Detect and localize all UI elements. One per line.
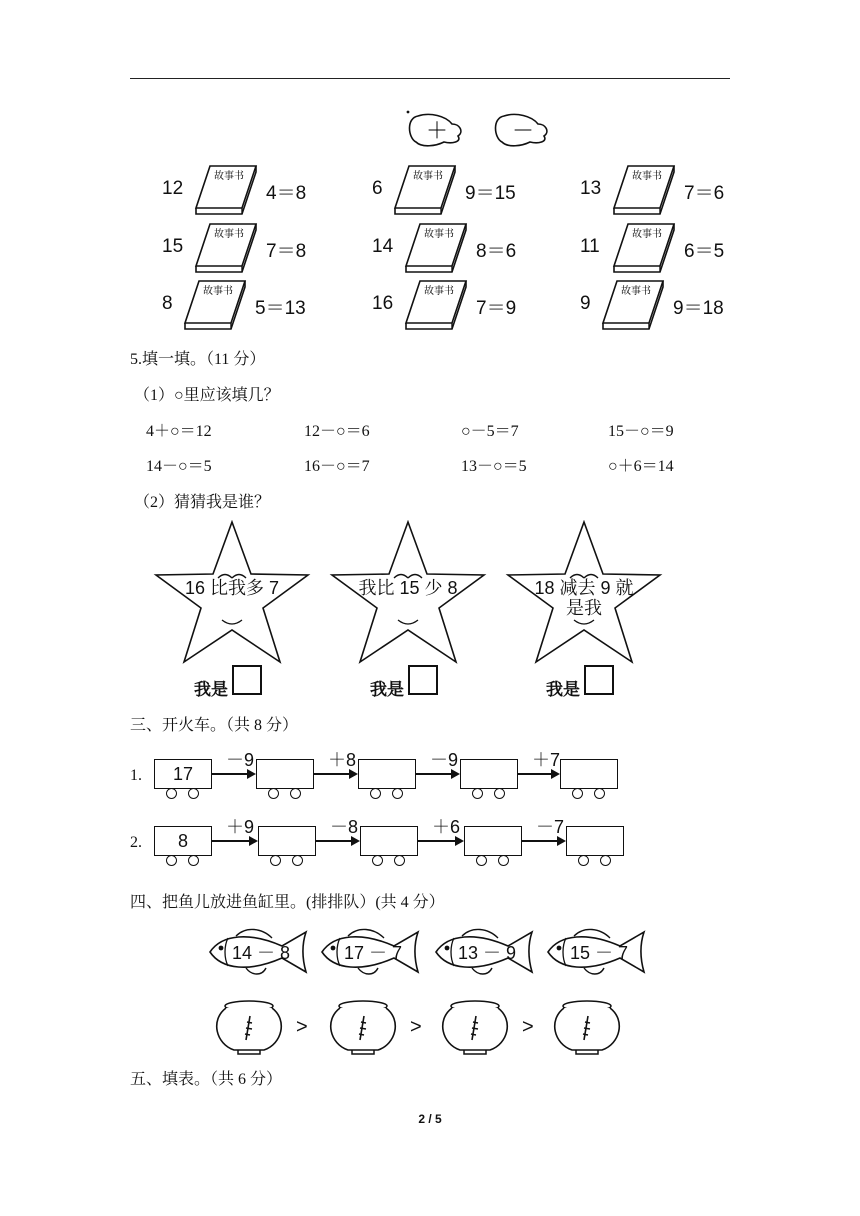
q5-sub1: （1）○里应该填几？ [134, 387, 280, 404]
train-wheel [270, 855, 281, 866]
storybook-label: 故事书 [214, 171, 244, 182]
circle-equation: 13－○＝5 [461, 458, 527, 475]
storybook-icon [400, 277, 472, 331]
book-equation [372, 220, 562, 274]
circle-equation: 15－○＝9 [608, 423, 674, 440]
fish-expression: 13 － 9 [458, 943, 517, 963]
book-equation-left: 15 [162, 236, 184, 257]
storybook-icon [190, 220, 262, 274]
train-car-blank[interactable] [566, 826, 624, 856]
train-wheel [476, 855, 487, 866]
storybook-label: 故事书 [424, 229, 454, 240]
train-car-blank[interactable] [360, 826, 418, 856]
plus-sign: ＋ [426, 118, 449, 143]
book-equation-right: 9＝18 [673, 298, 724, 319]
train-wheel [268, 788, 279, 799]
answer-label: 我是 [194, 680, 228, 699]
book-equation [162, 220, 352, 274]
storybook-label: 故事书 [214, 229, 244, 240]
circle-equation: 12－○＝6 [304, 423, 370, 440]
answer-box[interactable] [232, 665, 262, 695]
book-equation [580, 277, 770, 331]
book-equation-left: 13 [580, 178, 602, 199]
storybook-icon [400, 220, 472, 274]
train-arrow [316, 840, 352, 842]
book-equation-right: 8＝6 [476, 241, 517, 262]
minus-sign: － [512, 118, 535, 143]
train-car-blank[interactable] [460, 759, 518, 789]
greater-than-sign: > [410, 1016, 422, 1038]
book-equation [580, 220, 770, 274]
operator-clouds [400, 108, 570, 152]
train-wheel [392, 788, 403, 799]
storybook-label: 故事书 [632, 229, 662, 240]
storybook-label: 故事书 [621, 286, 651, 297]
answer-box[interactable] [408, 665, 438, 695]
train-operation: ＋9 [226, 817, 255, 837]
storybook-label: 故事书 [413, 171, 443, 182]
circle-equation: 16－○＝7 [304, 458, 370, 475]
star-clue-line1: 我比 15 少 8 [358, 578, 458, 598]
train-car-blank[interactable] [258, 826, 316, 856]
fish-expression: 17 － 7 [344, 943, 403, 963]
storybook-icon [190, 162, 262, 216]
q5-title: 5.填一填。（11 分） [130, 351, 266, 368]
train-wheel [594, 788, 605, 799]
book-equation-right: 7＝9 [476, 298, 517, 319]
storybook-label: 故事书 [632, 171, 662, 182]
train-number: 2. [130, 834, 142, 851]
fish-expression: 14 － 8 [232, 943, 291, 963]
train-number: 1. [130, 767, 142, 784]
fishbowl-icon[interactable] [214, 998, 284, 1056]
train-wheel [498, 855, 509, 866]
train-arrow [212, 840, 250, 842]
storybook-icon [597, 277, 669, 331]
book-equation-right: 4＝8 [266, 183, 307, 204]
book-equation-left: 14 [372, 236, 394, 257]
header-rule [130, 78, 730, 79]
train-operation: ＋7 [532, 750, 561, 770]
fishbowl-icon[interactable] [440, 998, 510, 1056]
greater-than-sign: > [522, 1016, 534, 1038]
fishbowl-icon[interactable] [328, 998, 398, 1056]
book-equation-left: 8 [162, 293, 173, 314]
star-clue-line1: 18 减去 9 就 [534, 578, 634, 598]
train-car-blank[interactable] [358, 759, 416, 789]
train-operation: －7 [536, 817, 565, 837]
train-operation: －9 [226, 750, 255, 770]
train-wheel [188, 788, 199, 799]
storybook-icon [179, 277, 251, 331]
train-arrow [416, 773, 452, 775]
fishbowl-icon[interactable] [552, 998, 622, 1056]
train-car-blank[interactable] [560, 759, 618, 789]
train-wheel [292, 855, 303, 866]
book-equation-right: 6＝5 [684, 241, 725, 262]
book-equation [372, 162, 562, 216]
train-operation: ＋6 [432, 817, 461, 837]
book-equation-left: 6 [372, 178, 383, 199]
book-equation-right: 9＝15 [465, 183, 516, 204]
train-arrow [522, 840, 558, 842]
fish-expression: 15 － 7 [570, 943, 629, 963]
circle-equation: 4＋○＝12 [146, 423, 212, 440]
star-clue-line1: 16 比我多 7 [184, 578, 280, 598]
circle-equation: 14－○＝5 [146, 458, 212, 475]
train-arrow [212, 773, 248, 775]
book-equation [580, 162, 770, 216]
book-equation-left: 16 [372, 293, 394, 314]
circle-equation: ○＋6＝14 [608, 458, 674, 475]
book-equation-right: 7＝8 [266, 241, 307, 262]
book-equation [372, 277, 562, 331]
train-car-blank[interactable] [256, 759, 314, 789]
train-arrow [314, 773, 350, 775]
train-operation: ＋8 [328, 750, 357, 770]
storybook-icon [389, 162, 461, 216]
q5-sub2: （2）猜猜我是谁？ [134, 494, 271, 511]
train-car-start: 17 [154, 759, 212, 789]
train-car-blank[interactable] [464, 826, 522, 856]
storybook-icon [608, 220, 680, 274]
greater-than-sign: > [296, 1016, 308, 1038]
train-wheel [394, 855, 405, 866]
page-number: 2 / 5 [418, 1112, 442, 1126]
train-wheel [166, 855, 177, 866]
book-equation-left: 12 [162, 178, 184, 199]
sec4-title: 四、把鱼儿放进鱼缸里。(排排队）(共 4 分） [130, 894, 445, 911]
train-wheel [494, 788, 505, 799]
book-equation-right: 7＝6 [684, 183, 725, 204]
train-wheel [166, 788, 177, 799]
book-equation-left: 9 [580, 293, 591, 314]
star-clue-line2: 是我 [566, 598, 602, 618]
train-arrow [418, 840, 456, 842]
sec5-title: 五、填表。（共 6 分） [130, 1071, 283, 1088]
sec3-title: 三、开火车。（共 8 分） [130, 717, 299, 734]
train-operation: －8 [330, 817, 359, 837]
train-wheel [290, 788, 301, 799]
train-car-start: 8 [154, 826, 212, 856]
book-equation-right: 5＝13 [255, 298, 306, 319]
storybook-label: 故事书 [424, 286, 454, 297]
book-equation [162, 277, 352, 331]
answer-label: 我是 [546, 680, 580, 699]
train-wheel [372, 855, 383, 866]
circle-equation: ○－5＝7 [461, 423, 519, 440]
storybook-label: 故事书 [203, 286, 233, 297]
train-wheel [572, 788, 583, 799]
book-equation-left: 11 [580, 236, 600, 257]
train-wheel [188, 855, 199, 866]
train-operation: －9 [430, 750, 459, 770]
train-wheel [578, 855, 589, 866]
train-wheel [600, 855, 611, 866]
train-wheel [472, 788, 483, 799]
book-equation [162, 162, 352, 216]
train-wheel [370, 788, 381, 799]
train-arrow [518, 773, 552, 775]
storybook-icon [608, 162, 680, 216]
answer-label: 我是 [370, 680, 404, 699]
answer-box[interactable] [584, 665, 614, 695]
